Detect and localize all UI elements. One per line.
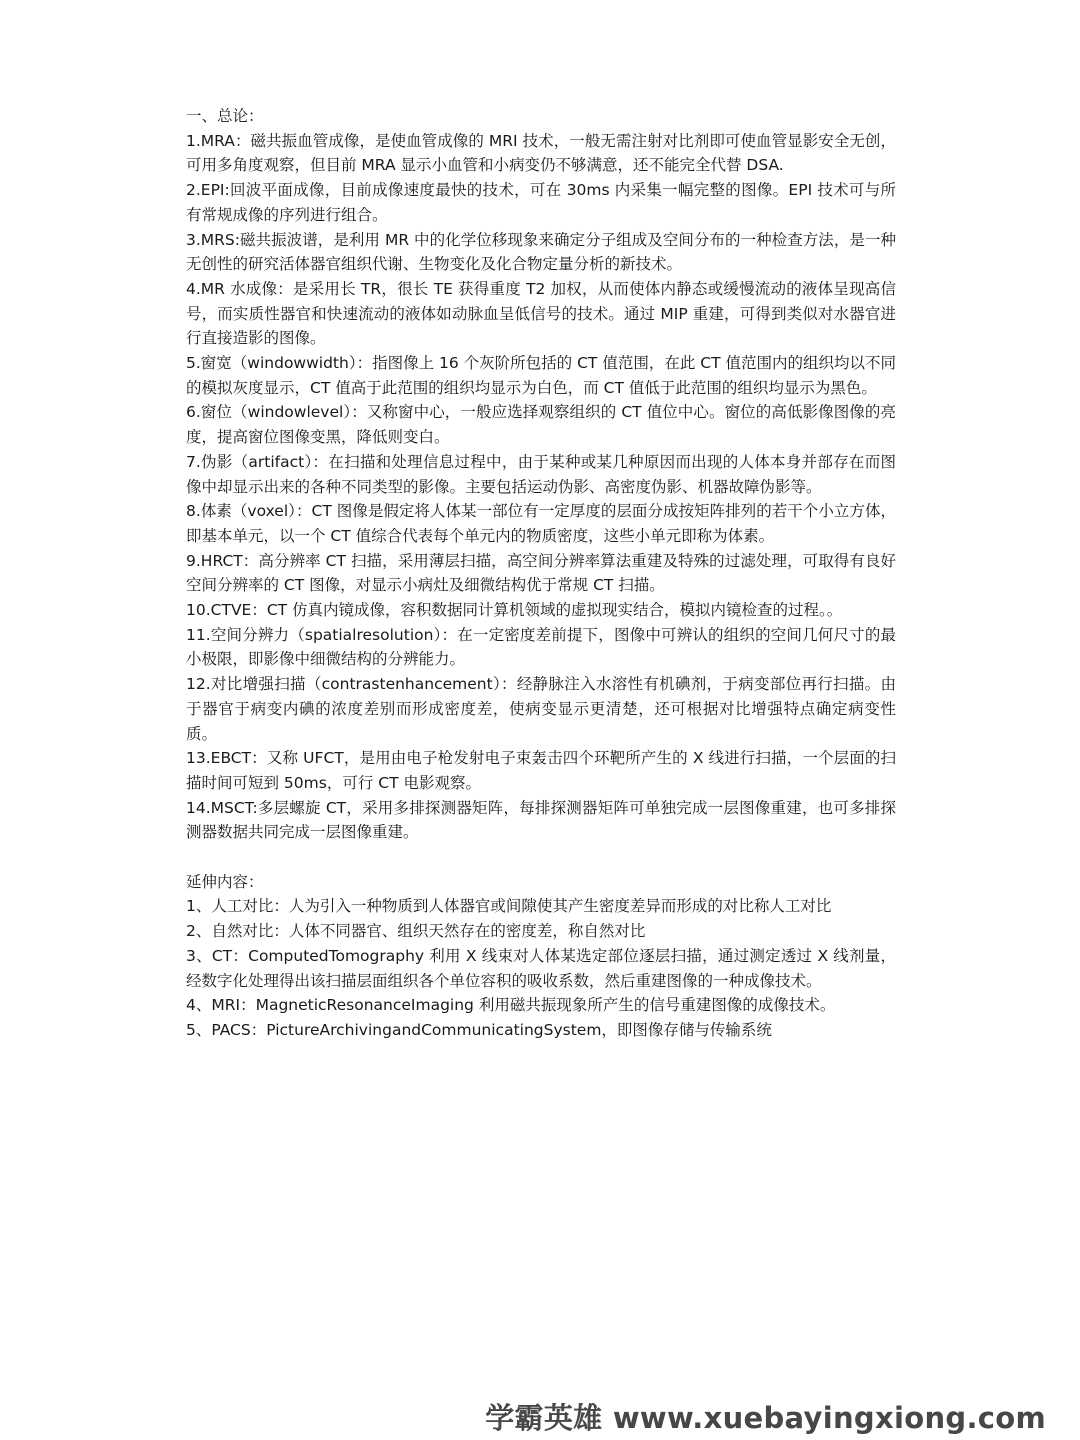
section-heading-general: 一、总论：: [186, 107, 264, 125]
definition-mrs: 3.MRS:磁共振波谱，是利用 MR 中的化学位移现象来确定分子组成及空间分布的一种检查方法，是一种无创性的研究活体器官组织代谢、生物变化及化合物定量分析的新技术。: [186, 230, 896, 274]
extended-natural-contrast: 2、自然对比：人体不同器官、组织天然存在的密度差，称自然对比: [186, 922, 646, 941]
document-body: [186, 104, 896, 1043]
extended-mri: 4、MRI：MagneticResonanceImaging 利用磁共振现象所产生的信号重建图像的成像技术。: [186, 996, 836, 1015]
section-heading-extended: 延伸内容：: [186, 872, 264, 891]
definition-window-level: 6.窗位（windowlevel）：又称窗中心，一般应选择观察组织的 CT 值位中心。窗位的高低影像图像的亮度，提高窗位图像变黑，降低则变白。: [186, 403, 896, 447]
definition-artifact: 7.伪影（artifact）：在扫描和处理信息过程中，由于某种或某几种原因而出现的人体本身并部存在而图像中却显示出来的各种不同类型的影像。主要包括运动伪影、高密度伪影、机器故障伪影等。: [186, 452, 896, 496]
definition-mra: 1.MRA：磁共振血管成像，是使血管成像的 MRI 技术，一般无需注射对比剂即可使血管显影安全无创，可用多角度观察，但目前 MRA 显示小血管和小病变仍不够满意，还不能完全代替 DSA.: [186, 131, 896, 175]
definition-ebct: 13.EBCT：又称 UFCT，是用由电子枪发射电子束轰击四个环靶所产生的 X 线进行扫描，一个层面的扫描时间可短到 50ms，可行 CT 电影观察。: [186, 749, 896, 792]
definition-voxel: 8.体素（voxel）：CT 图像是假定将人体某一部位有一定厚度的层面分成按矩阵排列的若干个小立方体，即基本单元，以一个 CT 值综合代表每个单元内的物质密度，这些小单元即称为体素。: [186, 502, 896, 545]
definition-hrct: 9.HRCT：高分辨率 CT 扫描，采用薄层扫描，高空间分辨率算法重建及特殊的过滤处理，可取得有良好空间分辨率的 CT 图像，对显示小病灶及细微结构优于常规 CT 扫描。: [186, 551, 896, 595]
definition-spatial-resolution: 11.空间分辨力（spatialresolution）：在一定密度差前提下，图像中可辨认的组织的空间几何尺寸的最小极限，即影像中细微结构的分辨能力。: [186, 625, 896, 669]
extended-pacs: 5、PACS：PictureArchivingandCommunicatingSystem，即图像存储与传输系统: [186, 1021, 772, 1039]
section-spacer: [186, 845, 896, 870]
site-watermark: 学霸英雄 www.xuebayingxiong.com: [485, 1401, 1046, 1435]
definition-msct: 14.MSCT:多层螺旋 CT，采用多排探测器矩阵，每排探测器矩阵可单独完成一层图像重建，也可多排探测器数据共同完成一层图像重建。: [186, 798, 896, 842]
definition-contrast-enhancement: 12.对比增强扫描（contrastenhancement）：经静脉注入水溶性有机碘剂，于病变部位再行扫描。由于器官于病变内碘的浓度差别而形成密度差，使病变显示更清楚，还可根据对比增强特点确定病变性质。: [186, 675, 896, 743]
definition-ctve: 10.CTVE：CT 仿真内镜成像，容积数据同计算机领域的虚拟现实结合，模拟内镜检查的过程。。: [186, 601, 843, 620]
definition-epi: 2.EPI:回波平面成像，目前成像速度最快的技术，可在 30ms 内采集一幅完整的图像。EPI 技术可与所有常规成像的序列进行组合。: [186, 181, 896, 224]
definition-window-width: 5.窗宽（windowwidth）：指图像上 16 个灰阶所包括的 CT 值范围，在此 CT 值范围内的组织均以不同的模拟灰度显示，CT 值高于此范围的组织均显示为白色，而 CT 值低于此范围的组织均显示为黑色。: [186, 354, 896, 397]
extended-ct: 3、CT：ComputedTomography 利用 X 线束对人体某选定部位逐层扫描，通过测定透过 X 线剂量，经数字化处理得出该扫描层面组织各个单位容积的吸收系数，然后重建图像的一种成像技术。: [186, 946, 896, 990]
extended-artificial-contrast: 1、人工对比：人为引入一种物质到人体器官或间隙使其产生密度差异而形成的对比称人工对比: [186, 897, 832, 916]
definition-mr-hydrography: 4.MR 水成像：是采用长 TR，很长 TE 获得重度 T2 加权，从而使体内静态或缓慢流动的液体呈现高信号，而实质性器官和快速流动的液体如动脉血呈低信号的技术。通过 MIP 重建，可得到类似对水器官进行直接造影的图像。: [186, 279, 896, 348]
